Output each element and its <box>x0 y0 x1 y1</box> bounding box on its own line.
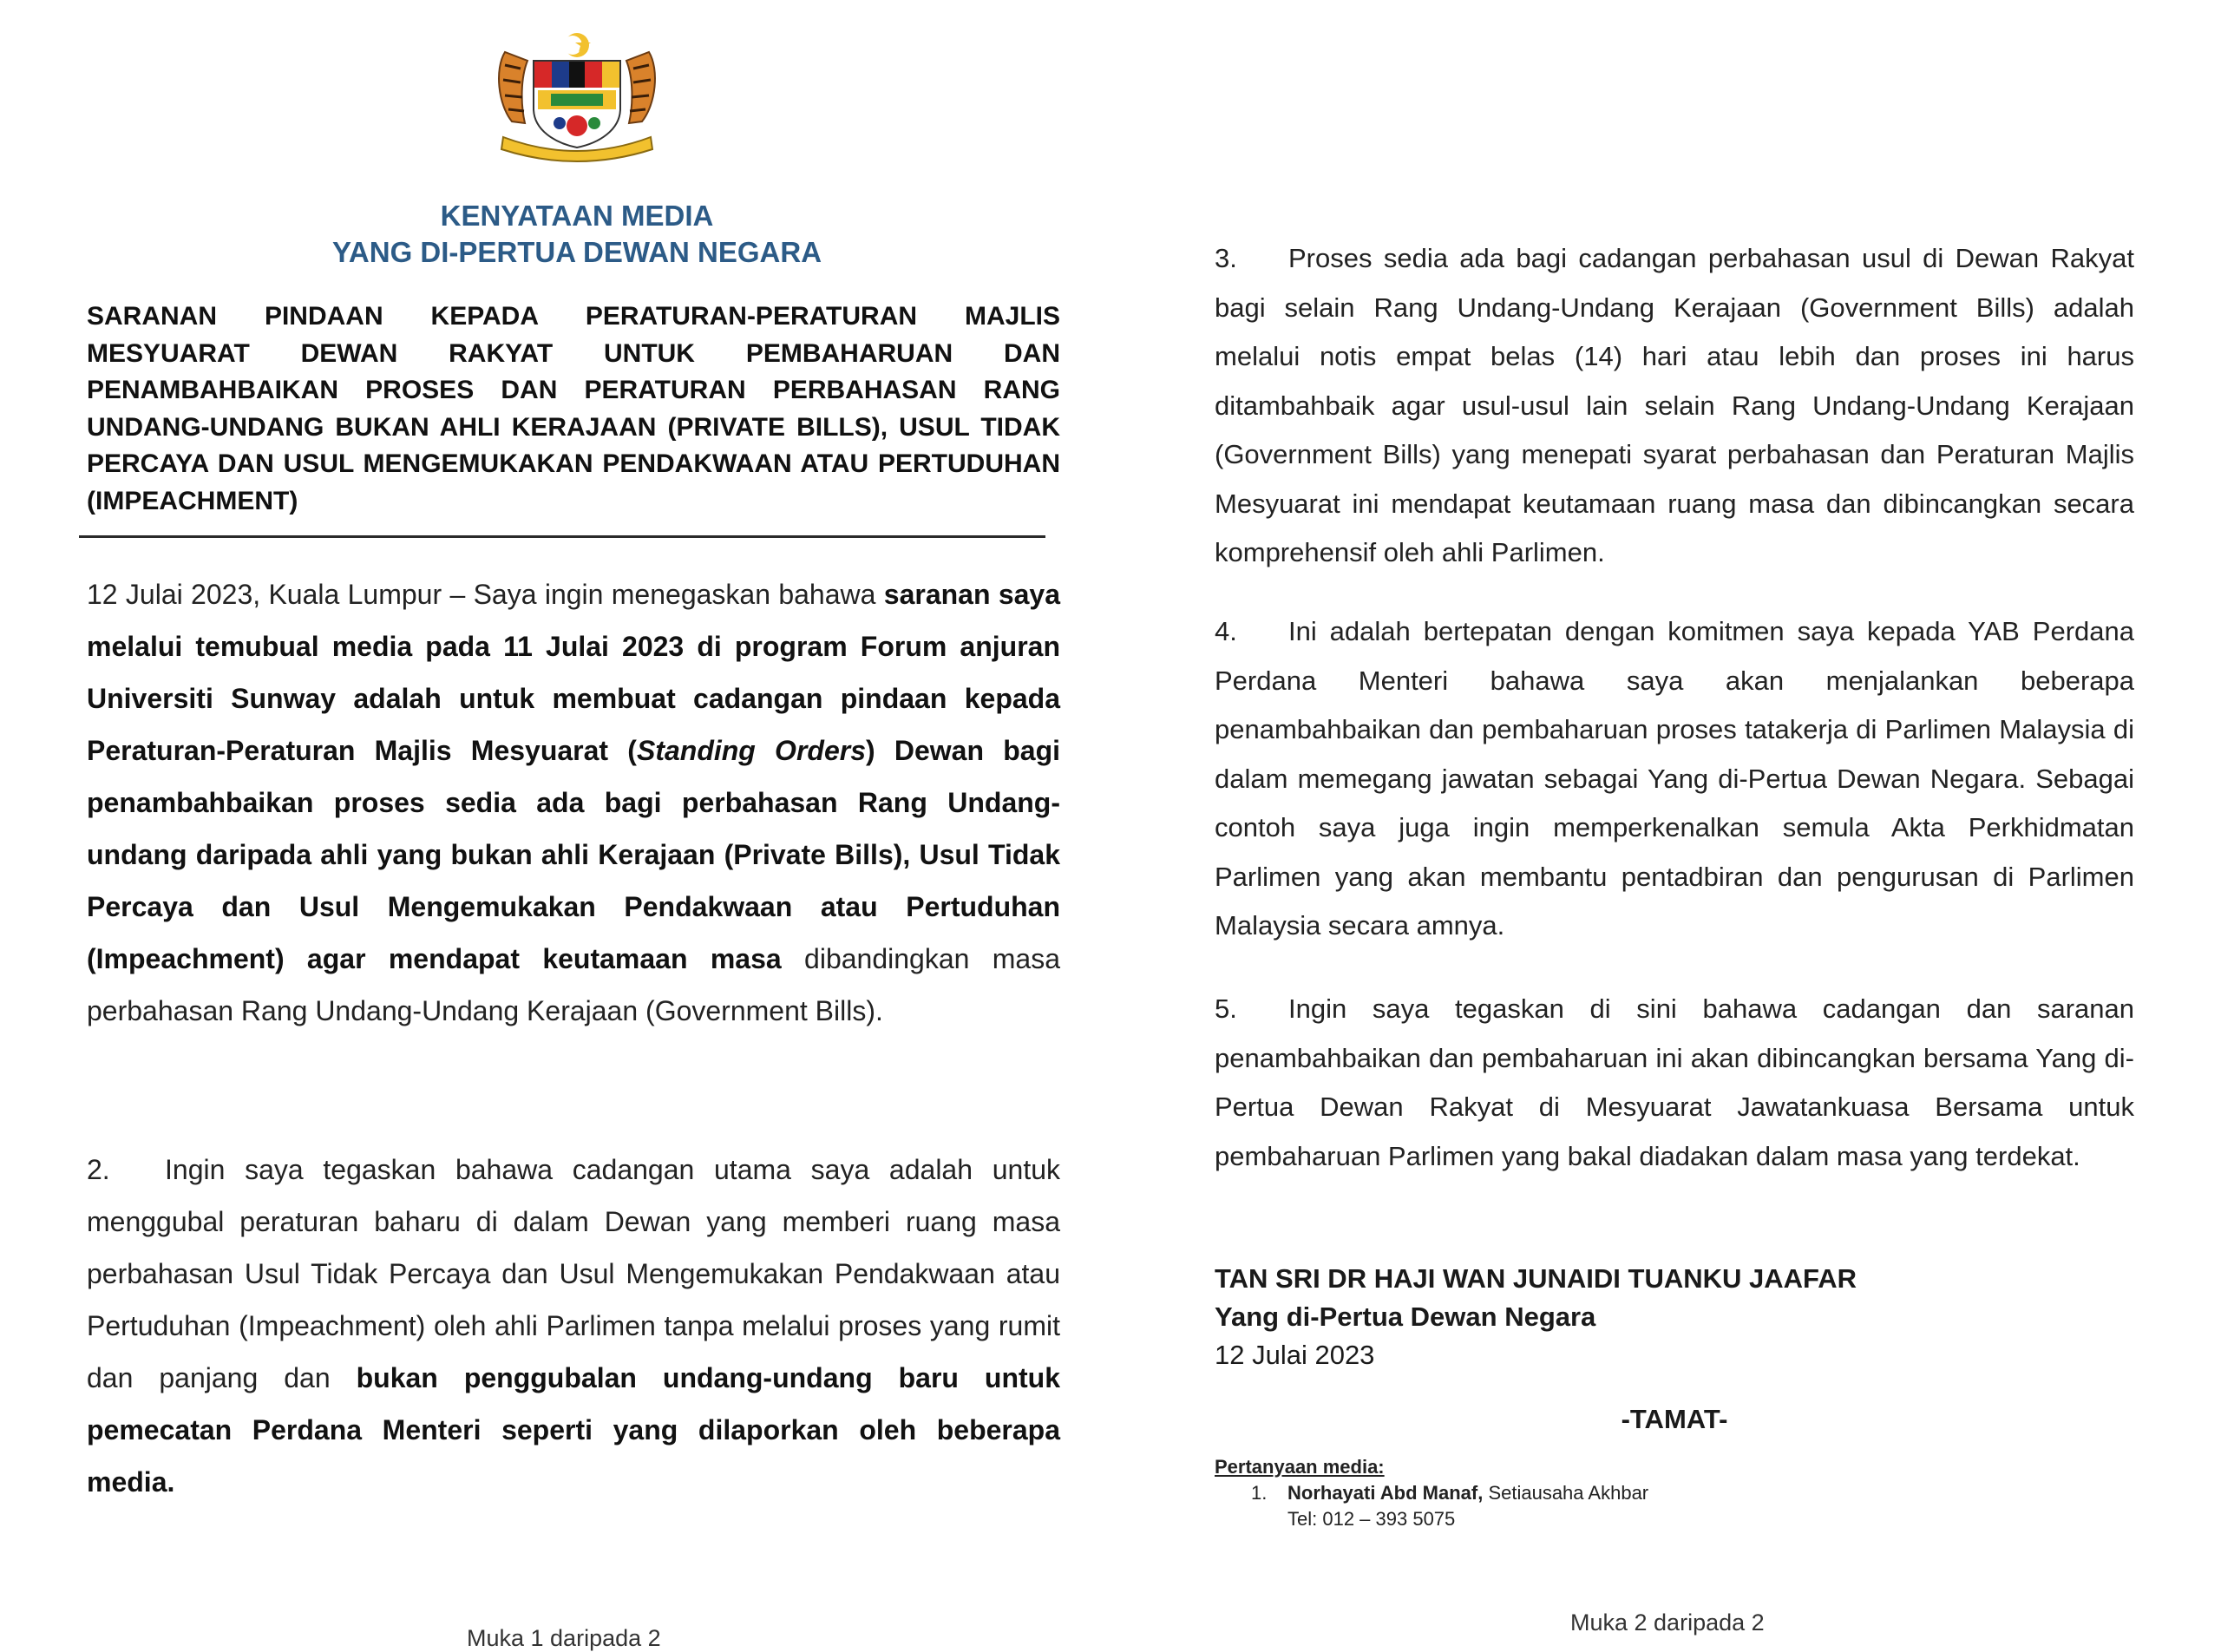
para-1-intro: 12 Julai 2023, Kuala Lumpur – Saya ingin menegaskan bahawa <box>87 579 884 610</box>
paragraph-1 <box>87 568 1060 1037</box>
signature-block <box>1215 1260 1857 1374</box>
contact-item <box>1215 1480 1648 1506</box>
signatory-name: TAN SRI DR HAJI WAN JUNAIDI TUANKU JAAFAR <box>1215 1263 1857 1294</box>
page-2 <box>1119 0 2221 1634</box>
paragraph-2 <box>87 1144 1060 1508</box>
para-1-tail: dibandingkan masa perbahasan Rang Undang-Undang Kerajaan (Government Bills). <box>87 943 1061 1026</box>
contact-number: 1. <box>1251 1482 1268 1504</box>
para-3-number: 3. <box>1215 243 1237 273</box>
paragraph-5 <box>1215 985 2134 1181</box>
para-1-italic: Standing Orders <box>636 735 866 766</box>
para-2-number: 2. <box>87 1154 110 1185</box>
page-1-footer: Muka 1 daripada 2 <box>467 1625 661 1651</box>
para-2-bold: bukan penggubalan undang-undang baru untuk pemecatan Perdana Menteri seperti yang dilaporkan oleh beberapa media. <box>87 1362 1061 1498</box>
statement-title: SARANAN PINDAAN KEPADA PERATURAN-PERATURAN MAJLIS MESYUARAT DEWAN RAKYAT UNTUK PEMBAHARUAN DAN PENAMBAHBAIKAN PROSES DAN PERATURAN PERBAHASAN RANG UNDANG-UNDANG BUKAN AHLI KERAJAAN (PRIVATE BILLS), USUL TIDAK PERCAYA DAN USUL MENGEMUKAKAN PENDAKWAAN ATAU PERTUDUHAN (IMPEACHMENT) <box>87 302 1060 515</box>
title-divider <box>79 535 1045 538</box>
contact-name: Norhayati Abd Manaf, <box>1287 1482 1484 1504</box>
heading-line-1: KENYATAAN MEDIA <box>440 200 714 232</box>
end-marker: -TAMAT- <box>1621 1404 1728 1434</box>
para-5-number: 5. <box>1215 993 1237 1024</box>
page-2-footer: Muka 2 daripada 2 <box>1570 1609 1765 1636</box>
signature-date: 12 Julai 2023 <box>1215 1340 1375 1370</box>
press-heading <box>78 198 1076 271</box>
para-1-bold-2: ) Dewan bagi penambahbaikan proses sedia ada bagi perbahasan Rang Undang-undang daripada ahli yang bukan ahli Kerajaan (Private Bills), Usul Tidak Percaya dan Usul Mengemukakan Pendakwaan atau Pertuduhan (Impeachment) agar mendapat keutamaan masa <box>87 735 1061 974</box>
heading-line-2: YANG DI-PERTUA DEWAN NEGARA <box>331 236 822 268</box>
contact-phone: Tel: 012 – 393 5075 <box>1287 1508 1456 1530</box>
para-4-text: Ini adalah bertepatan dengan komitmen saya kepada YAB Perdana Perdana Menteri bahawa saya akan menjalankan beberapa penambahbaikan dan pembaharuan proses tatakerja di Parlimen Malaysia di dalam memegang jawatan sebagai Yang di-Pertua Dewan Negara. Sebagai contoh saya juga ingin memperkenalkan semula Akta Perkhidmatan Parlimen yang akan membantu pentadbiran dan pengurusan di Parlimen Malaysia secara amnya. <box>1215 616 2134 941</box>
para-3-text: Proses sedia ada bagi cadangan perbahasan usul di Dewan Rakyat bagi selain Rang Undang-Undang Kerajaan (Government Bills) adalah melalui notis empat belas (14) hari atau lebih dan proses ini harus ditambahbaik agar usul-usul lain selain Rang Undang-Undang Kerajaan (Government Bills) yang menepati syarat perbahasan dan Peraturan Majlis Mesyuarat ini mendapat keutamaan ruang masa dan dibincangkan secara komprehensif oleh ahli Parlimen. <box>1215 243 2134 567</box>
paragraph-4 <box>1215 607 2134 951</box>
coat-of-arms-icon <box>486 26 668 165</box>
media-contact <box>1215 1454 1648 1532</box>
para-5-text: Ingin saya tegaskan di sini bahawa cadangan dan saranan penambahbaikan dan pembaharuan ini akan dibincangkan bersama Yang di-Pertua Dewan Rakyat di Mesyuarat Jawatankuasa Bersama untuk pembaharuan Parlimen yang bakal diadakan dalam masa yang terdekat. <box>1215 993 2134 1171</box>
signatory-title: Yang di-Pertua Dewan Negara <box>1215 1301 1596 1332</box>
paragraph-3 <box>1215 234 2134 578</box>
para-1-bold-1: saranan saya melalui temubual media pada 11 Julai 2023 di program Forum anjuran Universiti Sunway adalah untuk membuat cadangan pindaan kepada Peraturan-Peraturan Majlis Mesyuarat ( <box>87 579 1061 766</box>
contact-role: Setiausaha Akhbar <box>1483 1482 1649 1504</box>
para-4-number: 4. <box>1215 616 1237 646</box>
contact-heading: Pertanyaan media: <box>1215 1456 1385 1478</box>
para-2-text: Ingin saya tegaskan bahawa cadangan utama saya adalah untuk menggubal peraturan baharu di dalam Dewan yang memberi ruang masa perbahasan Usul Tidak Percaya dan Usul Mengemukakan Pendakwaan atau Pertuduhan (Impeachment) oleh ahli Parlimen tanpa melalui proses yang rumit dan panjang dan <box>87 1154 1060 1393</box>
